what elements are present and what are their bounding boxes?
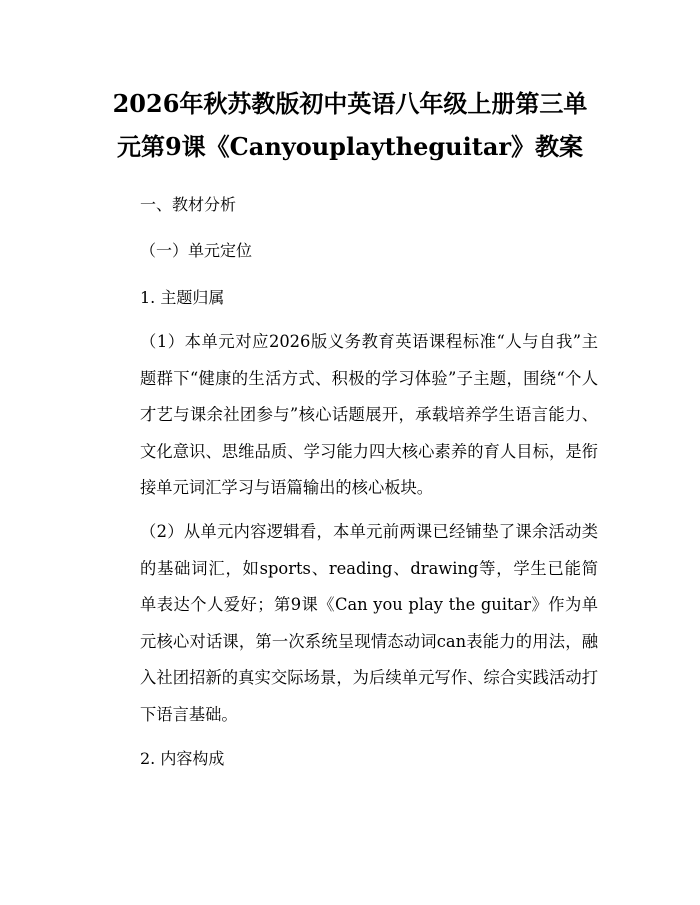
item-heading-theme: 1. 主题归属 — [140, 288, 225, 307]
document-title-line-2: 元第9课《Canyouplaytheguitar》教案 — [116, 132, 584, 161]
subsection-heading-unit-position: （一）单元定位 — [140, 241, 253, 260]
section-heading-textbook-analysis: 一、教材分析 — [140, 195, 237, 214]
document-title-line-1: 2026年秋苏教版初中英语八年级上册第三单 — [112, 89, 588, 118]
paragraph-1 — [102, 324, 598, 507]
paragraph-1-text: （1）本单元对应2026版义务教育英语课程标准“人与自我”主题群下“健康的生活方式、积极的学习体验”子主题，围绕“个人才艺与课余社团参与”核心话题展开，承载培养学生语言能力、文化意识、思维品质、学习能力四大核心素养的育人目标，是衔接单元词汇学习与语篇输出的核心板块。 — [140, 332, 598, 497]
paragraph-2-text: （2）从单元内容逻辑看，本单元前两课已经铺垫了课余活动类的基础词汇，如sports、reading、drawing等，学生已能简单表达个人爱好；第9课《Can you play the guitar》作为单元核心对话课，第一次系统呈现情态动词can表能力的用法，融入社团招新的真实交际场景，为后续单元写作、综合实践活动打下语言基础。 — [140, 522, 598, 724]
item-heading-content-structure: 2. 内容构成 — [140, 749, 225, 768]
paragraph-2 — [102, 514, 598, 733]
